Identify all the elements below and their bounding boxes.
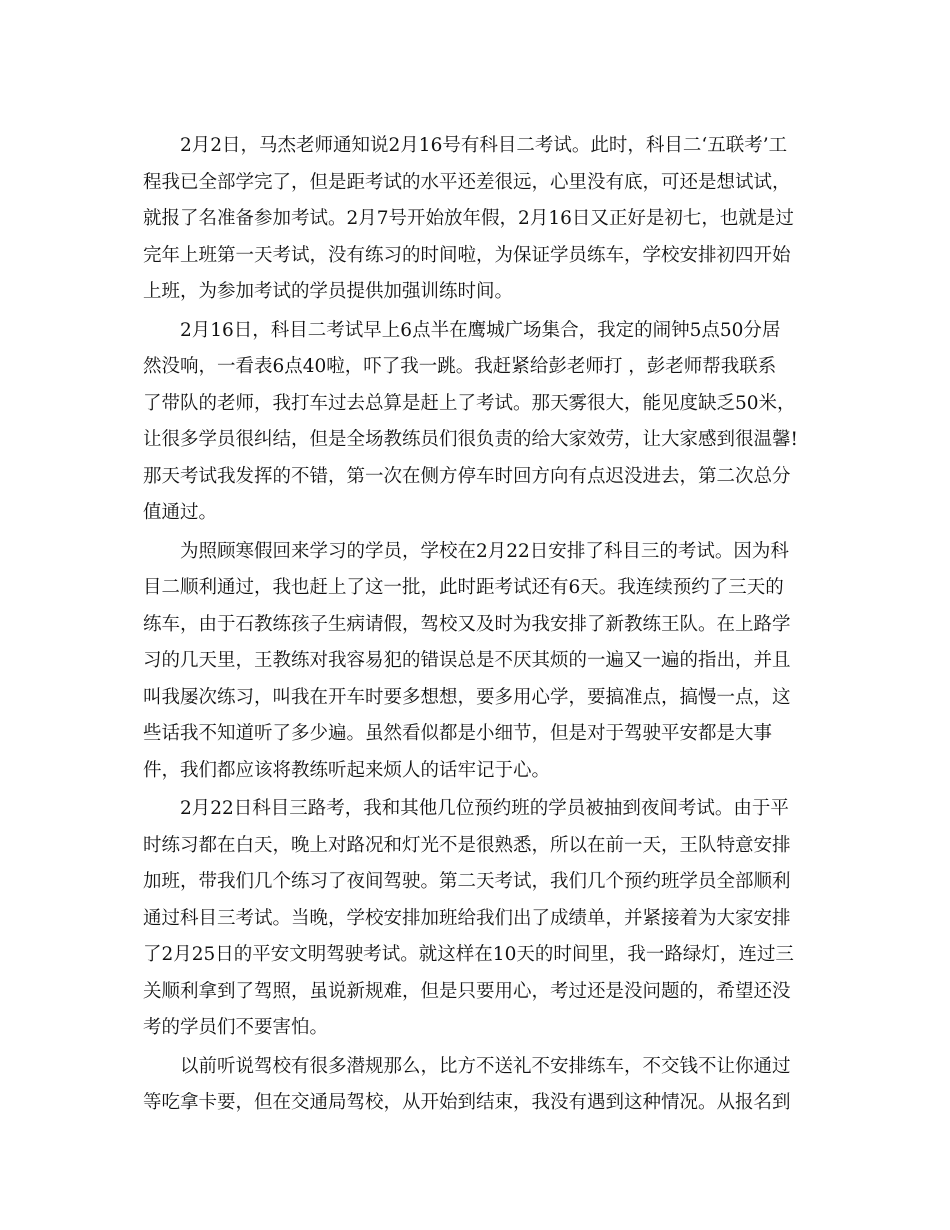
text-line: 程我已全部学完了，但是距考试的水平还差很远，心里没有底，可还是想试试， <box>143 171 791 193</box>
text-line: 就报了名准备参加考试。2月7号开始放年假，2月16日又正好是初七，也就是过 <box>143 208 794 229</box>
text-line: 以前听说驾校有很多潜规那么，比方不送礼不安排练车，不交钱不让你通过 <box>180 1055 791 1077</box>
paragraph-1 <box>143 128 808 311</box>
paragraph-3 <box>143 534 808 790</box>
paragraph-5 <box>143 1049 808 1122</box>
text-line: 完年上班第一天考试，没有练习的时间啦，为保证学员练车，学校安排初四开始 <box>143 244 791 266</box>
text-line: 叫我屡次练习，叫我在开车时要多想想，要多用心学，要搞准点，搞慢一点，这 <box>143 686 791 708</box>
text-line: 那天考试我发挥的不错，第一次在侧方停车时回方向有点迟没进去，第二次总分 <box>143 465 791 487</box>
text-line: 加班，带我们几个练习了夜间驾驶。第二天考试，我们几个预约班学员全部顺利 <box>143 871 791 892</box>
text-line: 时练习都在白天，晚上对路况和灯光不是很熟悉，所以在前一天，王队特意安排 <box>143 834 791 856</box>
paragraph-2 <box>143 313 808 532</box>
text-line: 练车，由于石教练孩子生病请假，驾校又及时为我安排了新教练王队。在上路学 <box>143 613 791 635</box>
text-line: 考的学员们不要害怕。 <box>143 1017 329 1038</box>
text-line: 了2月25日的平安文明驾驶考试。就这样在10天的时间里，我一路绿灯，连过三 <box>143 944 794 965</box>
text-line: 2月22日科目三路考，我和其他几位预约班的学员被抽到夜间考试。由于平 <box>180 798 789 819</box>
text-line: 然没响，一看表6点40啦，吓了我一跳。我赶紧给彭老师打 ，彭老师帮我联系 <box>143 356 777 377</box>
text-line: 关顺利拿到了驾照，虽说新规难，但是只要用心，考过还是没问题的，希望还没 <box>143 980 791 1002</box>
text-line: 习的几天里，王教练对我容易犯的错误总是不厌其烦的一遍又一遍的指出，并且 <box>143 650 791 671</box>
text-line: 通过科目三考试。当晚，学校安排加班给我们出了成绩单，并紧接着为大家安排 <box>143 907 791 929</box>
paragraph-4 <box>143 791 808 1047</box>
text-line: 2月16日，科目二考试早上6点半在鹰城广场集合，我定的闹钟5点50分居 <box>180 319 781 341</box>
document-body <box>143 128 808 1124</box>
text-line: 等吃拿卡要，但在交通局驾校，从开始到结束，我没有遇到这种情况。从报名到 <box>143 1092 791 1113</box>
text-line: 为照顾寒假回来学习的学员，学校在2月22日安排了科目三的考试。因为科 <box>180 540 789 562</box>
text-line: 了带队的老师，我打车过去总算是赶上了考试。那天雾很大，能见度缺乏50米， <box>143 392 796 414</box>
text-line: 2月2日，马杰老师通知说2月16号有科目二考试。此时，科目二‘五联考’工 <box>180 135 788 156</box>
text-line: 件，我们都应该将教练听起来烦人的话牢记于心。 <box>143 759 551 781</box>
text-line: 上班，为参加考试的学员提供加强训练时间。 <box>143 281 514 302</box>
text-line: 值通过。 <box>143 502 218 523</box>
text-line: 让很多学员很纠结，但是全场教练员们很负责的给大家效劳，让大家感到很温馨! <box>143 429 798 450</box>
text-line: 目二顺利通过，我也赶上了这一批，此时距考试还有6天。我连续预约了三天的 <box>143 577 784 598</box>
text-line: 些话我不知道听了多少遍。虽然看似都是小细节，但是对于驾驶平安都是大事 <box>143 723 773 744</box>
